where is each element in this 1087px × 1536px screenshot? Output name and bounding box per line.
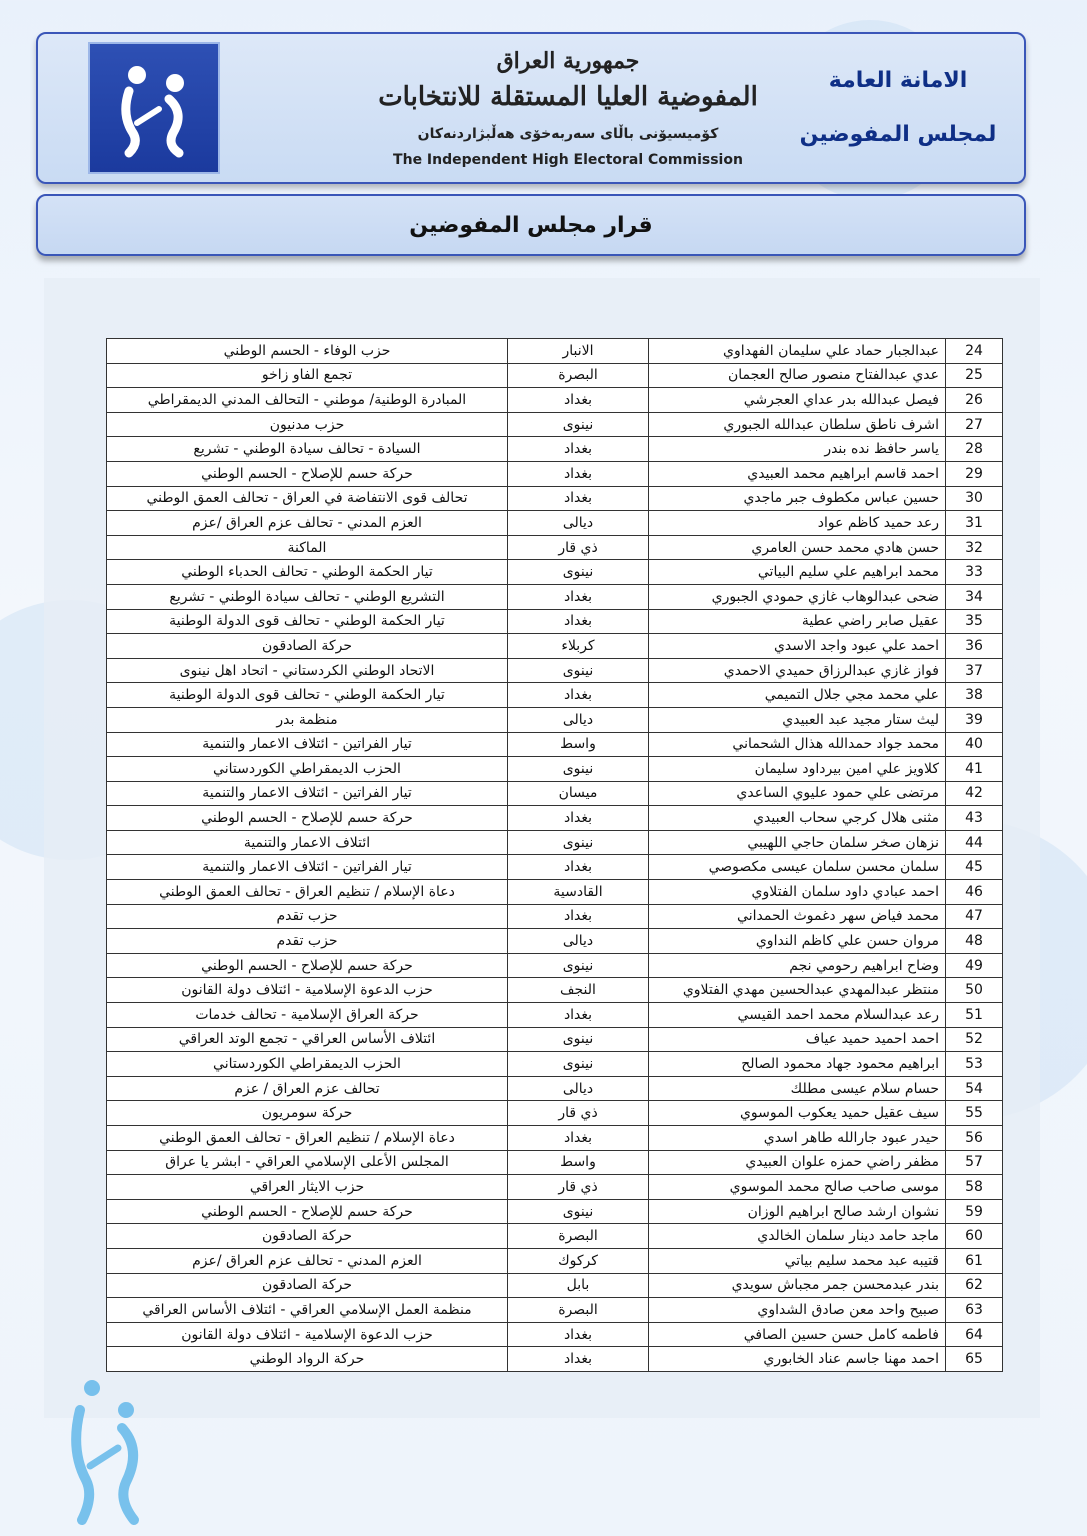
table-row (107, 511, 1003, 536)
candidate-name: نشوان ارشد صالح ابراهيم الوزان (649, 1199, 946, 1224)
party-name: العزم المدني - تحالف عزم العراق /عزم (107, 1248, 508, 1273)
table-row (107, 1126, 1003, 1151)
row-number: 46 (946, 880, 1003, 905)
party-name: حركة حسم للإصلاح - الحسم الوطني (107, 1199, 508, 1224)
candidate-name: ضحى عبدالوهاب غازي حمودي الجبوري (649, 584, 946, 609)
governorate: ديالى (508, 511, 649, 536)
candidate-name: حيدر عبود جارالله طاهر اسدي (649, 1126, 946, 1151)
governorate: بغداد (508, 806, 649, 831)
table-row (107, 363, 1003, 388)
governorate: الانبار (508, 339, 649, 364)
row-number: 31 (946, 511, 1003, 536)
governorate: بغداد (508, 904, 649, 929)
candidate-name: محمد ابراهيم علي سليم البياتي (649, 560, 946, 585)
row-number: 57 (946, 1150, 1003, 1175)
row-number: 59 (946, 1199, 1003, 1224)
table-row (107, 1101, 1003, 1126)
row-number: 25 (946, 363, 1003, 388)
table-row (107, 1298, 1003, 1323)
party-name: تيار الحكمة الوطني - تحالف قوى الدولة الوطنية (107, 683, 508, 708)
table-row (107, 1076, 1003, 1101)
governorate: بغداد (508, 437, 649, 462)
row-number: 62 (946, 1273, 1003, 1298)
party-name: العزم المدني - تحالف عزم العراق /عزم (107, 511, 508, 536)
governorate: بغداد (508, 486, 649, 511)
table-row (107, 412, 1003, 437)
candidate-name: موسى صاحب صالح محمد الموسوي (649, 1175, 946, 1200)
governorate: البصرة (508, 363, 649, 388)
party-name: تحالف قوى الانتفاضة في العراق - تحالف العمق الوطني (107, 486, 508, 511)
governorate: كركوك (508, 1248, 649, 1273)
candidate-name: فيصل عبدالله بدر عداي العجرشي (649, 388, 946, 413)
governorate: واسط (508, 732, 649, 757)
governorate: القادسية (508, 880, 649, 905)
candidates-table-wrap (106, 338, 1003, 1372)
governorate: بغداد (508, 1126, 649, 1151)
party-name: السيادة - تحالف سيادة الوطني - تشريع (107, 437, 508, 462)
governorate: بغداد (508, 1322, 649, 1347)
row-number: 53 (946, 1052, 1003, 1077)
candidate-name: احمد احميد حميد عياف (649, 1027, 946, 1052)
emblem-commission-arabic: المفوضية العليا المستقلة للانتخابات (378, 82, 758, 112)
table-row (107, 1175, 1003, 1200)
row-number: 55 (946, 1101, 1003, 1126)
row-number: 56 (946, 1126, 1003, 1151)
governorate: بابل (508, 1273, 649, 1298)
party-name: تحالف عزم العراق / عزم (107, 1076, 508, 1101)
candidate-name: عقيل صابر راضي عطية (649, 609, 946, 634)
table-row (107, 339, 1003, 364)
candidate-name: فاطمه كامل حسن حسين الصافي (649, 1322, 946, 1347)
governorate: نينوى (508, 1027, 649, 1052)
row-number: 44 (946, 830, 1003, 855)
governorate: البصرة (508, 1298, 649, 1323)
footer-logo (30, 1370, 170, 1530)
table-row (107, 1052, 1003, 1077)
party-name: ائتلاف الأساس العراقي - تجمع الوتد العراقي (107, 1027, 508, 1052)
row-number: 43 (946, 806, 1003, 831)
row-number: 34 (946, 584, 1003, 609)
governorate: البصرة (508, 1224, 649, 1249)
row-number: 40 (946, 732, 1003, 757)
governorate: بغداد (508, 609, 649, 634)
party-name: تيار الفراتين - ائتلاف الاعمار والتنمية (107, 781, 508, 806)
table-row (107, 437, 1003, 462)
party-name: حزب مدنيون (107, 412, 508, 437)
party-name: تيار الحكمة الوطني - تحالف قوى الدولة الوطنية (107, 609, 508, 634)
row-number: 51 (946, 1003, 1003, 1028)
party-name: حركة حسم للإصلاح - الحسم الوطني (107, 953, 508, 978)
party-name: منظمة بدر (107, 707, 508, 732)
table-row (107, 584, 1003, 609)
candidate-name: عبدالجبار حماد علي سليمان الفهداوي (649, 339, 946, 364)
governorate: بغداد (508, 1003, 649, 1028)
row-number: 50 (946, 978, 1003, 1003)
row-number: 49 (946, 953, 1003, 978)
candidate-name: بندر عبدمحسن جمر مجباش سويدي (649, 1273, 946, 1298)
candidate-name: احمد علي عبود واجد الاسدي (649, 634, 946, 659)
table-row (107, 634, 1003, 659)
candidate-name: علي محمد مجي جلال التميمي (649, 683, 946, 708)
candidate-name: مثنى هلال كرجي سحاب العبيدي (649, 806, 946, 831)
decision-title: قرار مجلس المفوضين (409, 212, 653, 238)
party-name: حزب الدعوة الإسلامية - ائتلاف دولة القانون (107, 978, 508, 1003)
candidate-name: احمد مهنا جاسم عناد الخابوري (649, 1347, 946, 1372)
emblem-republic-text: جمهورية العراق (496, 48, 640, 74)
candidate-name: ليث ستار مجيد عبد العبيدي (649, 707, 946, 732)
letterhead-header (36, 32, 1026, 184)
candidate-name: حسين عباس مكطوف جبر ماجدي (649, 486, 946, 511)
row-number: 26 (946, 388, 1003, 413)
party-name: حزب الدعوة الإسلامية - ائتلاف دولة القانون (107, 1322, 508, 1347)
ihec-logo (88, 42, 220, 174)
candidate-name: صبيح واحد معن صادق الشداوي (649, 1298, 946, 1323)
row-number: 58 (946, 1175, 1003, 1200)
row-number: 32 (946, 535, 1003, 560)
ihec-logo-icon (99, 53, 209, 163)
row-number: 39 (946, 707, 1003, 732)
governorate: بغداد (508, 855, 649, 880)
table-row (107, 1224, 1003, 1249)
decision-title-bar (36, 194, 1026, 256)
table-row (107, 781, 1003, 806)
table-row (107, 683, 1003, 708)
governorate: بغداد (508, 388, 649, 413)
table-row (107, 560, 1003, 585)
table-row (107, 388, 1003, 413)
party-name: الماكنة (107, 535, 508, 560)
candidate-name: محمد جواد حمدالله هذال الشحماني (649, 732, 946, 757)
table-row (107, 1003, 1003, 1028)
candidate-name: اشرف ناطق سلطان عبدالله الجبوري (649, 412, 946, 437)
party-name: حركة حسم للإصلاح - الحسم الوطني (107, 806, 508, 831)
governorate: نينوى (508, 412, 649, 437)
candidate-name: سلمان محسن سلمان عيسى مكصوصي (649, 855, 946, 880)
candidates-table-body (107, 339, 1003, 1372)
row-number: 33 (946, 560, 1003, 585)
party-name: حركة الرواد الوطني (107, 1347, 508, 1372)
governorate: نينوى (508, 1199, 649, 1224)
governorate: نينوى (508, 658, 649, 683)
party-name: المجلس الأعلى الإسلامي العراقي - ابشر يا عراق (107, 1150, 508, 1175)
secretariat-title: الامانة العامة (828, 68, 968, 93)
governorate: ديالى (508, 707, 649, 732)
row-number: 52 (946, 1027, 1003, 1052)
candidate-name: مظفر راضي حمزه علوان العبيدي (649, 1150, 946, 1175)
emblem-commission-kurdish: كۆمیسیۆنی باڵای سەربەخۆی هەڵبژاردنەکان (417, 126, 719, 142)
governorate: بغداد (508, 584, 649, 609)
candidate-name: كلاويز علي امين بيرداود سليمان (649, 757, 946, 782)
row-number: 30 (946, 486, 1003, 511)
party-name: حركة سومريون (107, 1101, 508, 1126)
table-row (107, 1273, 1003, 1298)
candidate-name: حسام سلام عيسى مطلك (649, 1076, 946, 1101)
candidate-name: وضاح ابراهيم رحومي نجم (649, 953, 946, 978)
table-row (107, 929, 1003, 954)
table-row (107, 1347, 1003, 1372)
table-row (107, 486, 1003, 511)
candidate-name: فواز غازي عبدالرزاق حميدي الاحمدي (649, 658, 946, 683)
governorate: واسط (508, 1150, 649, 1175)
party-name: دعاة الإسلام / تنظيم العراق - تحالف العمق الوطني (107, 1126, 508, 1151)
party-name: تيار الفراتين - ائتلاف الاعمار والتنمية (107, 855, 508, 880)
candidate-name: احمد عبادي داود سلمان الفتلاوي (649, 880, 946, 905)
candidate-name: ياسر حافظ نده بندر (649, 437, 946, 462)
candidate-name: ابراهيم محمود جهاد محمود الصالح (649, 1052, 946, 1077)
governorate: نينوى (508, 953, 649, 978)
party-name: حركة الصادقون (107, 634, 508, 659)
table-row (107, 1248, 1003, 1273)
row-number: 63 (946, 1298, 1003, 1323)
table-row (107, 806, 1003, 831)
party-name: حركة حسم للإصلاح - الحسم الوطني (107, 461, 508, 486)
row-number: 35 (946, 609, 1003, 634)
row-number: 37 (946, 658, 1003, 683)
party-name: الحزب الديمقراطي الكوردستاني (107, 757, 508, 782)
row-number: 28 (946, 437, 1003, 462)
table-row (107, 609, 1003, 634)
candidate-name: رعد عبدالسلام محمد احمد القيسي (649, 1003, 946, 1028)
row-number: 29 (946, 461, 1003, 486)
party-name: الحزب الديمقراطي الكوردستاني (107, 1052, 508, 1077)
governorate: بغداد (508, 461, 649, 486)
governorate: بغداد (508, 1347, 649, 1372)
row-number: 24 (946, 339, 1003, 364)
party-name: تيار الفراتين - ائتلاف الاعمار والتنمية (107, 732, 508, 757)
row-number: 27 (946, 412, 1003, 437)
governorate: ديالى (508, 929, 649, 954)
row-number: 61 (946, 1248, 1003, 1273)
table-row (107, 880, 1003, 905)
party-name: دعاة الإسلام / تنظيم العراق - تحالف العمق الوطني (107, 880, 508, 905)
table-row (107, 855, 1003, 880)
table-row (107, 830, 1003, 855)
row-number: 42 (946, 781, 1003, 806)
row-number: 60 (946, 1224, 1003, 1249)
party-name: حركة الصادقون (107, 1273, 508, 1298)
candidate-name: حسن هادي محمد حسن العامري (649, 535, 946, 560)
table-row (107, 1199, 1003, 1224)
governorate: نينوى (508, 757, 649, 782)
row-number: 54 (946, 1076, 1003, 1101)
candidate-name: سيف عقيل حميد يعكوب الموسوي (649, 1101, 946, 1126)
party-name: منظمة العمل الإسلامي العراقي - ائتلاف الأساس العراقي (107, 1298, 508, 1323)
row-number: 65 (946, 1347, 1003, 1372)
party-name: التشريع الوطني - تحالف سيادة الوطني - تشريع (107, 584, 508, 609)
table-row (107, 953, 1003, 978)
table-row (107, 1027, 1003, 1052)
council-title: لمجلس المفوضين (799, 122, 997, 147)
table-row (107, 707, 1003, 732)
governorate: النجف (508, 978, 649, 1003)
party-name: تجمع الفاو زاخو (107, 363, 508, 388)
emblem-commission-english: The Independent High Electoral Commission (393, 152, 743, 168)
governorate: ميسان (508, 781, 649, 806)
candidate-name: نزهان صخر سلمان حاجي اللهيبي (649, 830, 946, 855)
table-row (107, 461, 1003, 486)
party-name: تيار الحكمة الوطني - تحالف الحدباء الوطني (107, 560, 508, 585)
party-name: حزب الوفاء - الحسم الوطني (107, 339, 508, 364)
candidate-name: عدي عبدالفتاح منصور صالح العجمان (649, 363, 946, 388)
table-row (107, 904, 1003, 929)
party-name: حركة الصادقون (107, 1224, 508, 1249)
table-row (107, 978, 1003, 1003)
candidate-name: رعد حميد كاظم عواد (649, 511, 946, 536)
table-row (107, 658, 1003, 683)
table-row (107, 732, 1003, 757)
footer-logo-icon (30, 1370, 170, 1530)
party-name: الاتحاد الوطني الكردستاني - اتحاد اهل نينوى (107, 658, 508, 683)
candidate-name: منتظر عبدالمهدي عبدالحسين مهدي الفتلاوي (649, 978, 946, 1003)
candidate-name: محمد فياض سهر دغموث الحمداني (649, 904, 946, 929)
governorate: نينوى (508, 560, 649, 585)
party-name: حركة العراق الإسلامية - تحالف خدمات (107, 1003, 508, 1028)
table-row (107, 1322, 1003, 1347)
governorate: بغداد (508, 683, 649, 708)
candidate-name: ماجد حامد دينار سلمان الخالدي (649, 1224, 946, 1249)
row-number: 64 (946, 1322, 1003, 1347)
row-number: 45 (946, 855, 1003, 880)
table-row (107, 757, 1003, 782)
governorate: ذي قار (508, 535, 649, 560)
governorate: كربلاء (508, 634, 649, 659)
table-row (107, 1150, 1003, 1175)
governorate: ذي قار (508, 1101, 649, 1126)
governorate: ذي قار (508, 1175, 649, 1200)
candidate-name: مروان حسن علي كاظم النداوي (649, 929, 946, 954)
candidate-name: احمد قاسم ابراهيم محمد العبيدي (649, 461, 946, 486)
party-name: حزب الايثار العراقي (107, 1175, 508, 1200)
party-name: حزب تقدم (107, 929, 508, 954)
candidate-name: مرتضى علي حمود عليوي الساعدي (649, 781, 946, 806)
candidate-name: قتيبه عبد محمد سليم بياتي (649, 1248, 946, 1273)
candidates-table (106, 338, 1003, 1372)
governorate: نينوى (508, 1052, 649, 1077)
party-name: المبادرة الوطنية/ موطني - التحالف المدني الديمقراطي (107, 388, 508, 413)
table-row (107, 535, 1003, 560)
party-name: حزب تقدم (107, 904, 508, 929)
governorate: نينوى (508, 830, 649, 855)
row-number: 38 (946, 683, 1003, 708)
row-number: 41 (946, 757, 1003, 782)
row-number: 48 (946, 929, 1003, 954)
party-name: ائتلاف الاعمار والتنمية (107, 830, 508, 855)
governorate: ديالى (508, 1076, 649, 1101)
row-number: 47 (946, 904, 1003, 929)
row-number: 36 (946, 634, 1003, 659)
